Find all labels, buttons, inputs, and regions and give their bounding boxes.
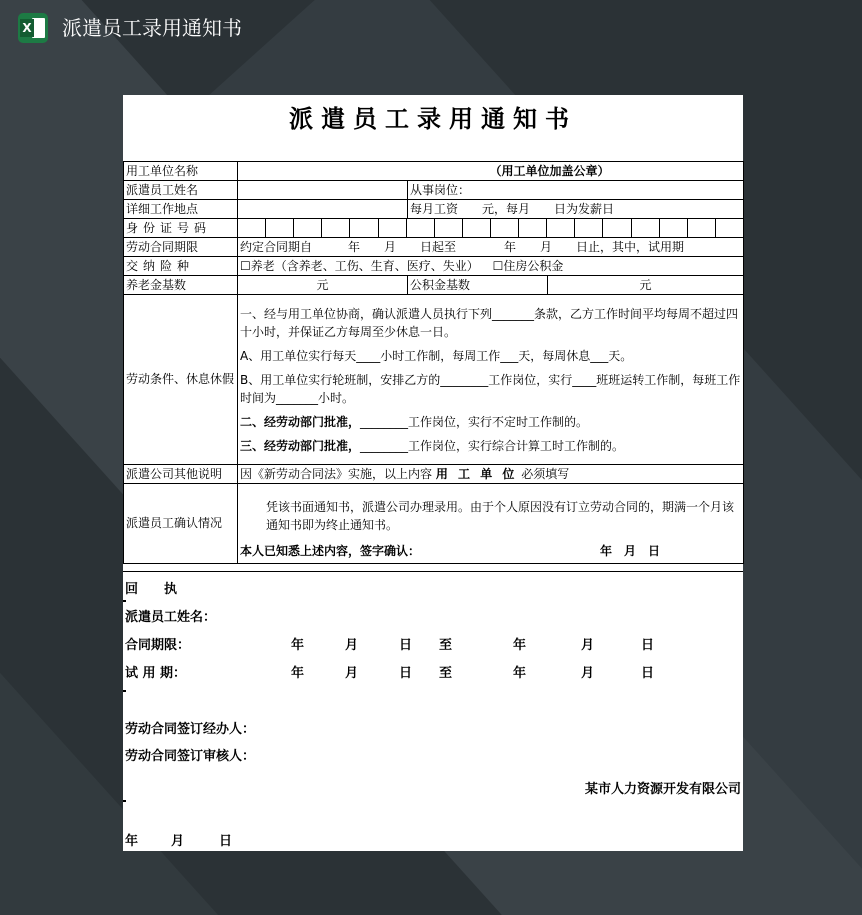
post-field[interactable]: 从事岗位： [408,181,744,200]
footer-year: 年 [125,834,139,849]
receipt-handler[interactable]: 劳动合同签订经办人： [125,722,256,737]
employee-name-field[interactable] [238,181,408,200]
contract-day-start: 日 [399,638,413,653]
fund-base-unit[interactable]: 元 [548,276,744,295]
conditions-p2: A、用工单位实行每天____小时工作制，每周工作___天，每周休息___天。 [240,348,633,363]
insurance-options [238,257,744,276]
label-contract-term: 劳动合同期限 [124,238,238,257]
pension-checkbox[interactable]: ☐养老（含养老、工伤、生育、医疗、失业） [240,258,479,273]
label-insurance: 交纳险种 [124,257,238,276]
footer-month: 月 [171,834,185,849]
company-name: 某市人力资源开发有限公司 [584,782,741,797]
probation-day-start: 日 [399,666,413,681]
probation-month-start: 月 [345,666,359,681]
conditions-text[interactable] [238,295,744,465]
pension-base-unit[interactable]: 元 [238,276,408,295]
row-work-address [124,200,744,219]
confirm-date[interactable]: 年 月 日 [600,543,661,558]
footer-day: 日 [219,834,233,849]
row-id-number [124,219,744,238]
contract-month-end: 月 [581,638,595,653]
receipt-reviewer[interactable]: 劳动合同签订审核人： [125,749,256,764]
other-text-2: 用 工 单 位 [435,466,518,481]
row-contract-term [124,238,744,257]
conditions-p3: B、用工单位实行轮班制，安排乙方的________工作岗位，实行____班班运转工作制，每班工作时间为_______小时。 [240,372,741,405]
label-conditions: 劳动条件、休息休假 [124,295,238,465]
label-employer-name: 用工单位名称 [124,162,238,181]
row-employer-name [124,162,744,181]
row-conditions [124,295,744,465]
fund-base-label: 公积金基数 [408,276,548,295]
other-text [238,465,744,484]
probation-day-end: 日 [641,666,655,681]
confirm-text: 凭该书面通知书，派遣公司办理录用。由于个人原因没有订立劳动合同的，期满一个月该通知书即为终止通知书。 [266,499,735,532]
receipt-heading: 回 执 [125,582,178,597]
label-confirm: 派遣员工确认情况 [124,484,238,564]
contract-term-field[interactable]: 约定合同期自 年 月 日起至 年 月 日止，其中，试用期 [238,238,744,257]
receipt-contract[interactable]: 合同期限： [125,638,191,653]
other-text-1: 因《新劳动合同法》实施，以上内容 [240,466,433,481]
document-page [123,95,743,851]
probation-year-end: 年 [513,666,527,681]
label-pension-base: 养老金基数 [124,276,238,295]
confirm-cell [238,484,744,564]
probation-to: 至 [439,666,453,681]
receipt-name[interactable]: 派遣员工姓名： [125,610,217,625]
row-pension-base [124,276,744,295]
receipt-section [123,571,743,852]
receipt-probation[interactable]: 试 用 期： [125,666,187,681]
salary-field[interactable]: 每月工资 元，每月 日为发薪日 [408,200,744,219]
window-title: 派遣员工录用通知书 [62,16,242,40]
contract-year-end: 年 [513,638,527,653]
contract-month-start: 月 [345,638,359,653]
label-other: 派遣公司其他说明 [124,465,238,484]
doc-title: 派遣员工录用通知书 [289,104,577,133]
conditions-p5-lead: 三、经劳动部门批准， [240,438,361,453]
confirm-sign[interactable]: 本人已知悉上述内容，签字确认： [240,543,421,558]
contract-to: 至 [439,638,453,653]
fund-checkbox[interactable]: ☐住房公积金 [492,258,564,273]
work-address-field[interactable] [238,200,408,219]
probation-month-end: 月 [581,666,595,681]
contract-day-end: 日 [641,638,655,653]
contract-year-start: 年 [291,638,305,653]
conditions-p4-lead: 二、经劳动部门批准， [240,414,361,429]
other-text-3: 必须填写 [521,466,570,481]
probation-year-start: 年 [291,666,305,681]
row-other [124,465,744,484]
stamp-note: （用工单位加盖公章） [238,162,744,181]
label-id-number: 身份证号码 [124,219,238,238]
conditions-p4: ________工作岗位，实行不定时工作制的。 [360,414,589,429]
form-table [123,161,744,564]
title-bar [0,0,862,58]
conditions-p1: 一、经与用工单位协商，确认派遣人员执行下列_______条款，乙方工作时间平均每周不超过四十小时，并保证乙方每周至少休息一日。 [240,306,739,339]
row-employee-name [124,181,744,200]
row-confirm [124,484,744,564]
conditions-p5: ________工作岗位，实行综合计算工时工作制的。 [360,438,625,453]
row-insurance [124,257,744,276]
label-employee-name: 派遣员工姓名 [124,181,238,200]
id-number-grid[interactable] [238,219,744,238]
excel-icon: X [18,13,48,43]
label-work-address: 详细工作地点 [124,200,238,219]
